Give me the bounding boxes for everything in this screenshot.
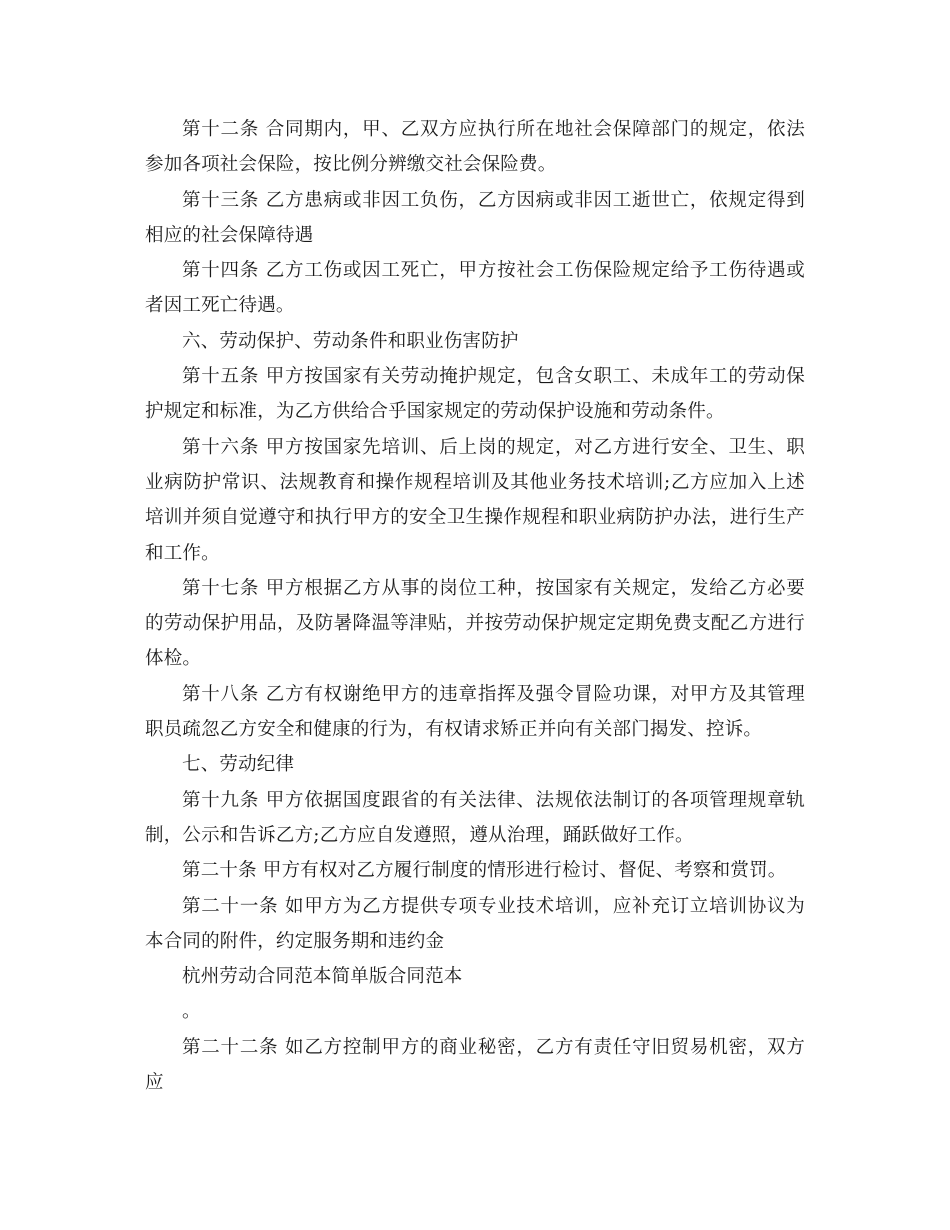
paragraph-article-20: 第二十条 甲方有权对乙方履行制度的情形进行检讨、督促、考察和赏罚。 (182, 860, 787, 882)
paragraph-article-16: 第十六条 甲方按国家先培训、后上岗的规定，对乙方进行安全、卫生、职业病防护常识、法规教育和操作规程培训及其他业务技术培训;乙方应加入上述培训并须自觉遵守和执行甲方的安全卫生操作规程和职业病防护办法，进行生产和工作。 (145, 436, 805, 564)
paragraph-article-13: 第十三条 乙方患病或非因工负伤，乙方因病或非因工逝世亡，依规定得到相应的社会保障待遇 (145, 189, 805, 246)
document-body (145, 112, 805, 1100)
section-heading-6: 六、劳动保护、劳动条件和职业伤害防护 (182, 330, 519, 352)
punctuation-line: 。 (182, 1001, 201, 1023)
paragraph-article-15: 第十五条 甲方按国家有关劳动掩护规定，包含女职工、未成年工的劳动保护规定和标准，为乙方供给合乎国家规定的劳动保护设施和劳动条件。 (145, 366, 805, 423)
paragraph-article-18: 第十八条 乙方有权谢绝甲方的违章指挥及强令冒险功课，对甲方及其管理职员疏忽乙方安全和健康的行为，有权请求矫正并向有关部门揭发、控诉。 (145, 683, 805, 741)
paragraph-article-14: 第十四条 乙方工伤或因工死亡，甲方按社会工伤保险规定给予工伤待遇或者因工死亡待遇。 (145, 260, 805, 317)
paragraph-article-19: 第十九条 甲方依据国度跟省的有关法律、法规依法制订的各项管理规章轨制，公示和告诉乙方;乙方应自发遵照，遵从治理，踊跃做好工作。 (145, 789, 805, 846)
paragraph-article-21: 第二十一条 如甲方为乙方提供专项专业技术培训，应补充订立培训协议为本合同的附件，约定服务期和违约金 (145, 895, 805, 952)
paragraph-article-22: 第二十二条 如乙方控制甲方的商业秘密，乙方有责任守旧贸易机密，双方应 (145, 1036, 805, 1094)
section-heading-7: 七、劳动纪律 (182, 754, 295, 776)
paragraph-article-12: 第十二条 合同期内，甲、乙双方应执行所在地社会保障部门的规定，依法参加各项社会保险，按比例分辨缴交社会保险费。 (145, 119, 805, 176)
paragraph-article-17: 第十七条 甲方根据乙方从事的岗位工种，按国家有关规定，发给乙方必要的劳动保护用品，及防暑降温等津贴，并按劳动保护规定定期免费支配乙方进行体检。 (145, 577, 805, 670)
inserted-title-line: 杭州劳动合同范本简单版合同范本 (182, 966, 463, 988)
